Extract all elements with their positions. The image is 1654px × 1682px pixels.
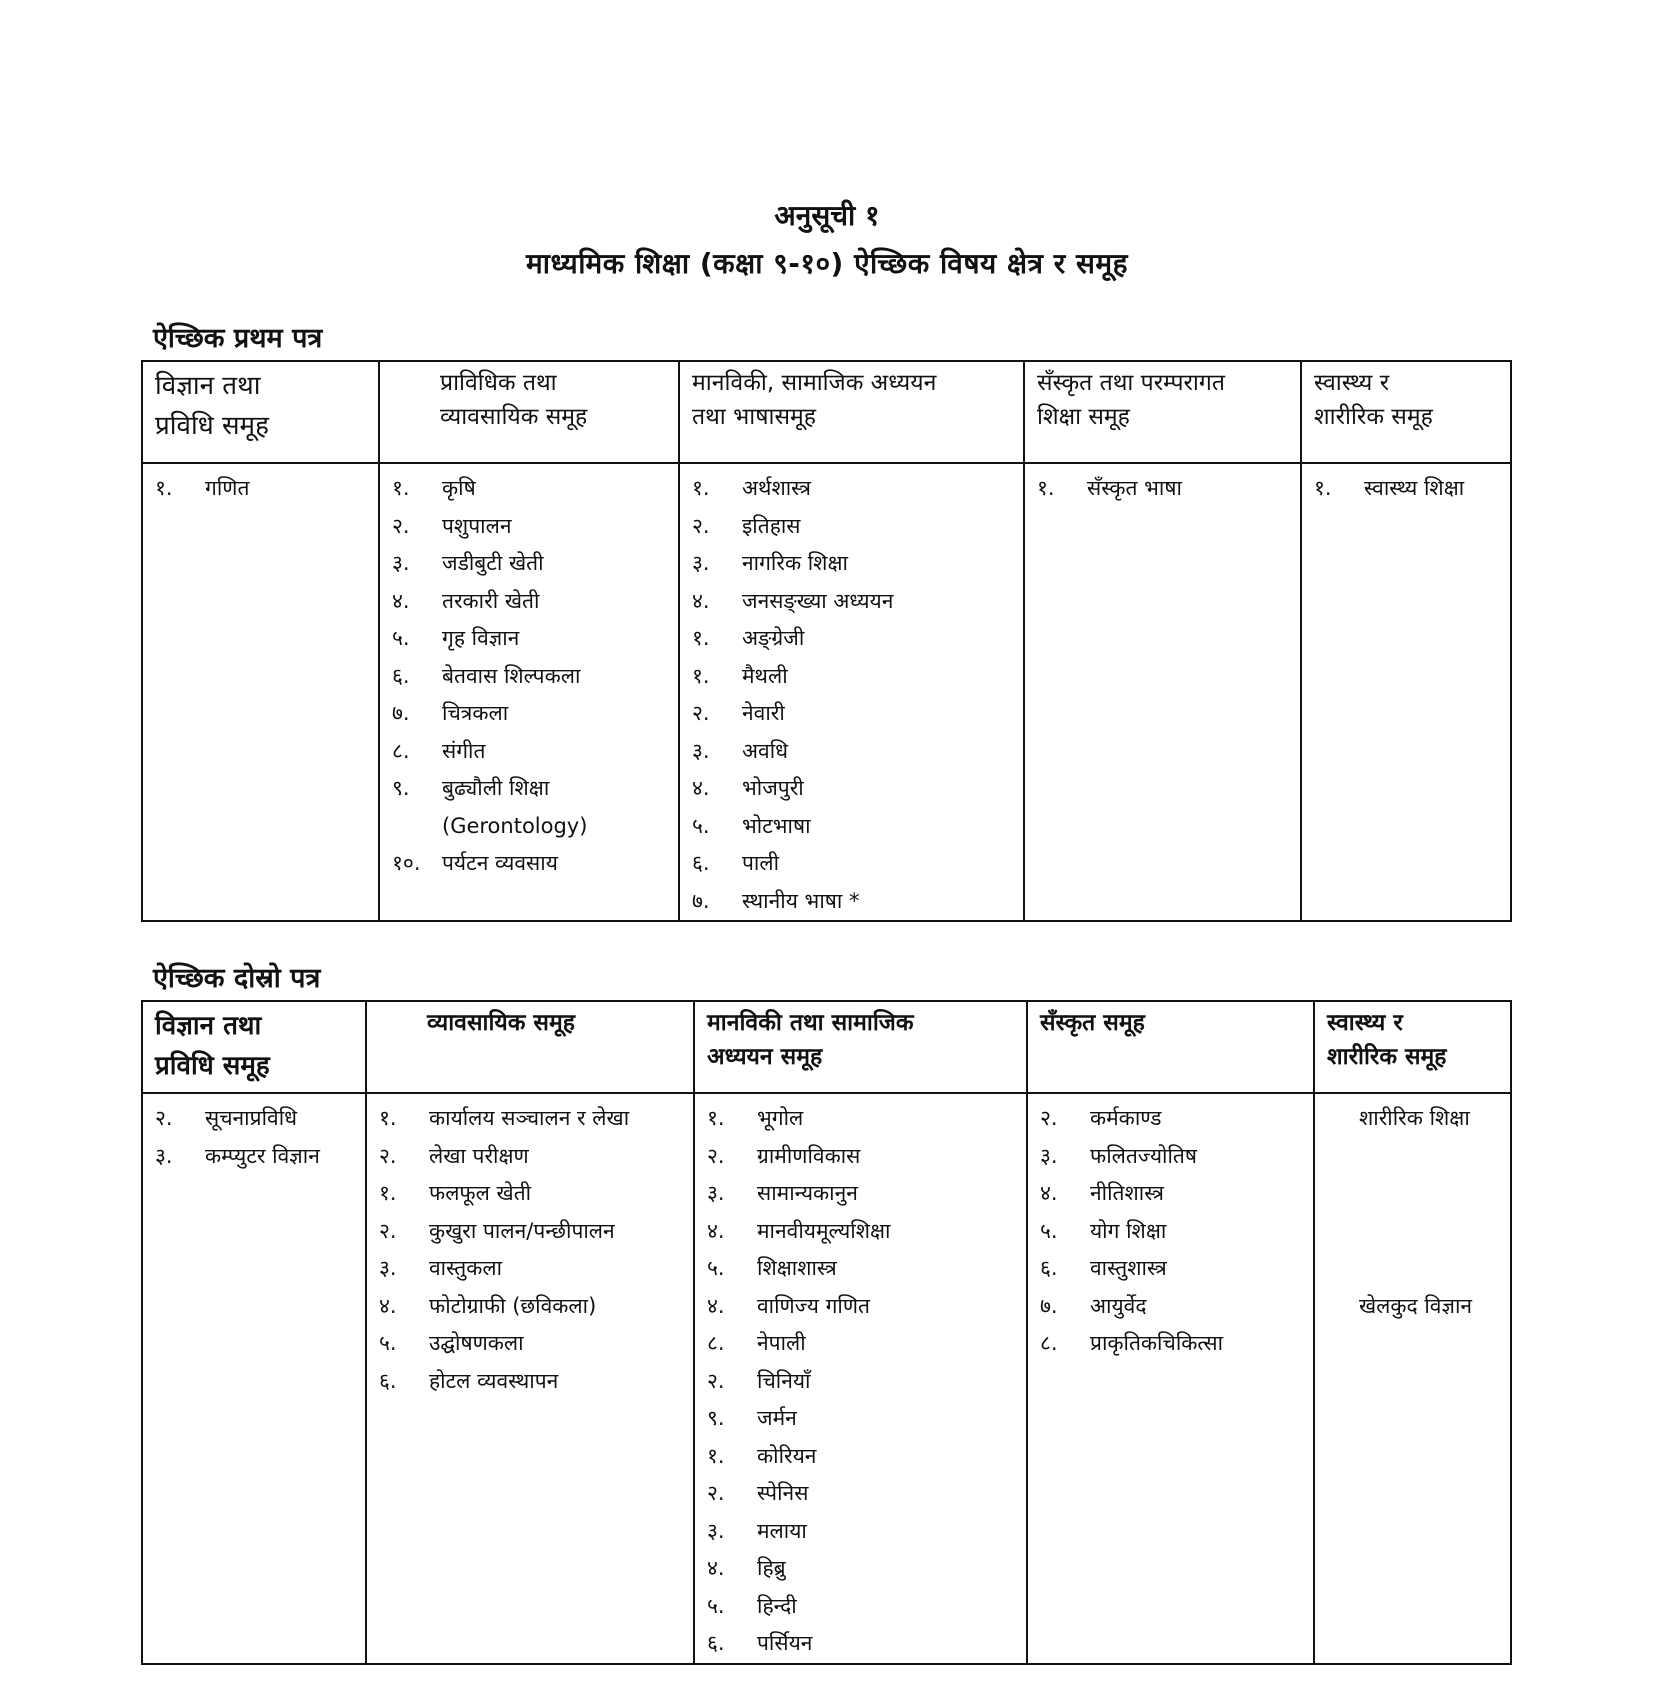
item-label: फलफूल खेती	[429, 1181, 532, 1205]
s2-header-health: स्वास्थ्य र शारीरिक समूह	[1314, 1001, 1511, 1093]
list-item	[695, 1100, 1026, 1138]
list-item	[1302, 470, 1510, 508]
item-number: ५.	[392, 626, 410, 650]
item-number: १.	[707, 1106, 725, 1130]
item-number: ५.	[1040, 1218, 1058, 1243]
list-item	[680, 845, 1023, 883]
item-label: पर्सियन	[757, 1631, 813, 1655]
list-item	[695, 1513, 1026, 1551]
s1-col-technical	[379, 463, 679, 921]
item-label: सामान्यकानुन	[757, 1181, 858, 1205]
item-number: ३.	[392, 551, 410, 575]
item-number: ६.	[392, 663, 410, 688]
list-item	[1028, 1100, 1313, 1138]
item-number: ९.	[707, 1406, 725, 1430]
section2-body-row	[142, 1093, 1511, 1664]
item-number: ४.	[392, 588, 410, 613]
list-item	[380, 733, 678, 771]
item-label: वास्तुकला	[429, 1256, 503, 1280]
s1-col-humanities	[679, 463, 1024, 921]
item-number: १.	[1037, 476, 1055, 500]
item-number: ४.	[707, 1293, 725, 1318]
item-label: अर्थशास्त्र	[742, 476, 811, 500]
list-item	[143, 470, 378, 508]
list-item	[380, 620, 678, 658]
item-number: २.	[692, 513, 710, 538]
item-number: १०.	[392, 851, 421, 875]
item-label: कार्यालय सञ्चालन र लेखा	[429, 1106, 630, 1130]
item-label: खेलकुद विज्ञान	[1359, 1293, 1473, 1318]
list-item	[143, 1100, 365, 1138]
list-item	[680, 470, 1023, 508]
item-label: पशुपालन	[442, 513, 512, 538]
item-label: योग शिक्षा	[1090, 1218, 1167, 1243]
item-label: संगीत	[442, 738, 486, 763]
item-label: मानवीयमूल्यशिक्षा	[757, 1218, 891, 1243]
list-item	[1028, 1325, 1313, 1363]
item-label: भूगोल	[757, 1106, 804, 1130]
item-number: २.	[155, 1106, 173, 1130]
item-number: २.	[392, 513, 410, 538]
item-label: होटल व्यवस्थापन	[429, 1368, 559, 1393]
item-label: ग्रामीणविकास	[757, 1143, 861, 1168]
item-number: ९.	[392, 776, 410, 800]
list-item	[695, 1138, 1026, 1176]
list-item	[380, 808, 678, 846]
s2-col-vocational	[366, 1093, 694, 1664]
item-number: ३.	[1040, 1143, 1058, 1168]
list-item	[143, 1138, 365, 1176]
item-number: ८.	[392, 738, 410, 763]
list-item	[1315, 1175, 1510, 1213]
list-item	[680, 583, 1023, 621]
item-label: वाणिज्य गणित	[757, 1293, 871, 1318]
item-number: ३.	[692, 551, 710, 575]
page-subtitle: माध्यमिक शिक्षा (कक्षा ९-१०) ऐच्छिक विषय क्षेत्र र समूह	[525, 247, 1129, 280]
s1-header-sanskrit: सँस्कृत तथा परम्परागत शिक्षा समूह	[1024, 361, 1301, 463]
item-number: ४.	[692, 588, 710, 613]
list-item	[695, 1288, 1026, 1326]
item-number: ७.	[1040, 1293, 1058, 1318]
item-number: ३.	[707, 1518, 725, 1543]
item-label: बेतवास शिल्पकला	[442, 663, 581, 688]
item-number: ७.	[692, 888, 710, 913]
item-number: ६.	[379, 1368, 397, 1393]
section2-header-row	[142, 1001, 1511, 1093]
item-label: जनसङ्ख्या अध्ययन	[742, 588, 894, 613]
item-label: शारीरिक शिक्षा	[1359, 1106, 1470, 1130]
item-label: मैथली	[742, 663, 788, 688]
item-label: कम्प्युटर विज्ञान	[205, 1143, 320, 1168]
list-item	[680, 545, 1023, 583]
list-item	[1028, 1250, 1313, 1288]
list-item	[680, 620, 1023, 658]
list-item	[1028, 1288, 1313, 1326]
list-item	[1315, 1288, 1510, 1326]
item-label: नीतिशास्त्र	[1090, 1181, 1164, 1205]
list-item	[367, 1213, 693, 1251]
item-number: ५.	[707, 1256, 725, 1280]
item-label: शिक्षाशास्त्र	[757, 1256, 837, 1280]
item-label: पर्यटन व्यवसाय	[442, 851, 558, 875]
item-number: ८.	[707, 1331, 725, 1355]
item-number: ४.	[707, 1218, 725, 1243]
list-item	[367, 1325, 693, 1363]
item-number: १.	[692, 626, 710, 650]
list-item	[380, 470, 678, 508]
item-label: मलाया	[757, 1518, 807, 1543]
list-item	[380, 508, 678, 546]
item-number: ६.	[707, 1631, 725, 1655]
item-number: ३.	[155, 1143, 173, 1168]
item-label: जर्मन	[757, 1406, 797, 1430]
item-number: १.	[379, 1106, 397, 1130]
section1-table	[141, 360, 1512, 922]
item-label: (Gerontology)	[442, 813, 588, 838]
item-number: २.	[379, 1218, 397, 1243]
list-item	[695, 1625, 1026, 1663]
s2-header-science: विज्ञान तथा प्रविधि समूह	[142, 1001, 366, 1093]
list-item	[695, 1400, 1026, 1438]
list-item	[367, 1288, 693, 1326]
s1-header-health: स्वास्थ्य र शारीरिक समूह	[1301, 361, 1511, 463]
item-label: फोटोग्राफी (छविकला)	[429, 1293, 597, 1318]
item-label: कुखुरा पालन/पन्छीपालन	[429, 1218, 615, 1243]
list-item	[1028, 1213, 1313, 1251]
item-label: प्राकृतिकचिकित्सा	[1090, 1331, 1224, 1355]
item-label: हिन्दी	[757, 1593, 797, 1618]
section2-label: ऐच्छिक दोस्रो पत्र	[153, 963, 321, 994]
section1-header-row	[142, 361, 1511, 463]
list-item	[680, 770, 1023, 808]
item-number: ३.	[707, 1181, 725, 1205]
item-label: स्थानीय भाषा *	[742, 888, 860, 913]
item-label: भोजपुरी	[742, 776, 804, 800]
item-number: १.	[692, 476, 710, 500]
item-label: नागरिक शिक्षा	[742, 551, 848, 575]
item-label: सँस्कृत भाषा	[1087, 476, 1182, 500]
list-item	[380, 545, 678, 583]
s2-header-vocational: व्यावसायिक समूह	[366, 1001, 694, 1093]
list-item	[1028, 1138, 1313, 1176]
list-item	[380, 770, 678, 808]
item-label: उद्घोषणकला	[429, 1331, 524, 1355]
item-number: १.	[155, 476, 173, 500]
list-item	[695, 1475, 1026, 1513]
list-item	[1315, 1213, 1510, 1251]
item-label: पाली	[742, 851, 780, 875]
s1-col-science	[142, 463, 379, 921]
s1-col-sanskrit	[1024, 463, 1301, 921]
item-number: २.	[707, 1481, 725, 1505]
item-number: २.	[1040, 1106, 1058, 1130]
list-item	[380, 845, 678, 883]
item-number: ५.	[707, 1593, 725, 1618]
item-number: ६.	[692, 851, 710, 875]
s2-header-sanskrit: सँस्कृत समूह	[1027, 1001, 1314, 1093]
item-number: २.	[707, 1368, 725, 1393]
list-item	[1315, 1250, 1510, 1288]
item-label: भोटभाषा	[742, 813, 811, 838]
item-number: ४.	[707, 1556, 725, 1580]
item-number: २.	[692, 701, 710, 725]
s2-col-sanskrit	[1027, 1093, 1314, 1664]
item-number: ३.	[379, 1256, 397, 1280]
item-label: नेवारी	[742, 701, 785, 725]
item-label: फलितज्योतिष	[1090, 1143, 1198, 1168]
item-number: २.	[379, 1143, 397, 1168]
item-label: अङ्ग्रेजी	[742, 626, 805, 650]
item-number: ७.	[392, 701, 410, 725]
list-item	[695, 1325, 1026, 1363]
item-label: तरकारी खेती	[442, 588, 540, 613]
item-number: ४.	[379, 1293, 397, 1318]
list-item	[380, 695, 678, 733]
list-item	[1315, 1138, 1510, 1176]
list-item	[680, 733, 1023, 771]
item-label: कृषि	[442, 476, 476, 500]
list-item	[680, 808, 1023, 846]
list-item	[695, 1438, 1026, 1476]
list-item	[680, 883, 1023, 921]
s1-col-health	[1301, 463, 1511, 921]
list-item	[695, 1588, 1026, 1626]
item-label: कर्मकाण्ड	[1090, 1106, 1162, 1130]
item-label: स्वास्थ्य शिक्षा	[1364, 476, 1465, 500]
s1-header-technical: प्राविधिक तथा व्यावसायिक समूह	[379, 361, 679, 463]
list-item	[680, 508, 1023, 546]
list-item	[695, 1550, 1026, 1588]
s1-header-humanities: मानविकी, सामाजिक अध्ययन तथा भाषासमूह	[679, 361, 1024, 463]
list-item	[1028, 1175, 1313, 1213]
list-item	[695, 1363, 1026, 1401]
item-label: गृह विज्ञान	[442, 626, 520, 650]
list-item	[380, 583, 678, 621]
item-number: १.	[707, 1443, 725, 1468]
item-number: ५.	[692, 813, 710, 838]
item-label: जडीबुटी खेती	[442, 551, 544, 575]
item-label: कोरियन	[757, 1443, 817, 1468]
list-item	[367, 1175, 693, 1213]
item-label: आयुर्वेद	[1090, 1293, 1147, 1318]
item-label: नेपाली	[757, 1331, 806, 1355]
item-label: चित्रकला	[442, 701, 509, 725]
item-number: १.	[1314, 476, 1332, 500]
s2-col-humanities	[694, 1093, 1027, 1664]
item-number: ४.	[1040, 1181, 1058, 1205]
item-label: स्पेनिस	[757, 1481, 809, 1505]
item-number: ५.	[379, 1331, 397, 1355]
item-number: ४.	[692, 776, 710, 800]
list-item	[367, 1138, 693, 1176]
list-item	[1025, 470, 1300, 508]
item-label: बुढ्यौली शिक्षा	[442, 776, 550, 800]
item-label: सूचनाप्रविधि	[205, 1106, 298, 1130]
list-item	[367, 1363, 693, 1401]
list-item	[1315, 1100, 1510, 1138]
s2-col-health	[1314, 1093, 1511, 1664]
list-item	[695, 1175, 1026, 1213]
section1-label: ऐच्छिक प्रथम पत्र	[153, 323, 323, 354]
item-label: वास्तुशास्त्र	[1090, 1256, 1167, 1280]
list-item	[680, 658, 1023, 696]
list-item	[380, 658, 678, 696]
section1-body-row	[142, 463, 1511, 921]
s1-header-science: विज्ञान तथा प्रविधि समूह	[142, 361, 379, 463]
item-label: अवधि	[742, 738, 789, 763]
list-item	[367, 1250, 693, 1288]
list-item	[680, 695, 1023, 733]
item-number: ८.	[1040, 1331, 1058, 1355]
item-label: गणित	[205, 476, 250, 500]
item-label: चिनियाँ	[757, 1368, 811, 1393]
s2-col-science	[142, 1093, 366, 1664]
item-label: इतिहास	[742, 513, 801, 538]
item-label: लेखा परीक्षण	[429, 1143, 529, 1168]
item-number: ३.	[692, 738, 710, 763]
list-item	[695, 1250, 1026, 1288]
item-number: ६.	[1040, 1256, 1058, 1280]
item-number: २.	[707, 1143, 725, 1168]
s2-header-humanities: मानविकी तथा सामाजिक अध्ययन समूह	[694, 1001, 1027, 1093]
section2-table	[141, 1000, 1512, 1665]
item-label: हिब्रु	[757, 1556, 786, 1580]
list-item	[695, 1213, 1026, 1251]
page-title: अनुसूची १	[774, 199, 880, 232]
item-number: १.	[692, 663, 710, 688]
item-number: १.	[392, 476, 410, 500]
item-number: १.	[379, 1181, 397, 1205]
list-item	[367, 1100, 693, 1138]
